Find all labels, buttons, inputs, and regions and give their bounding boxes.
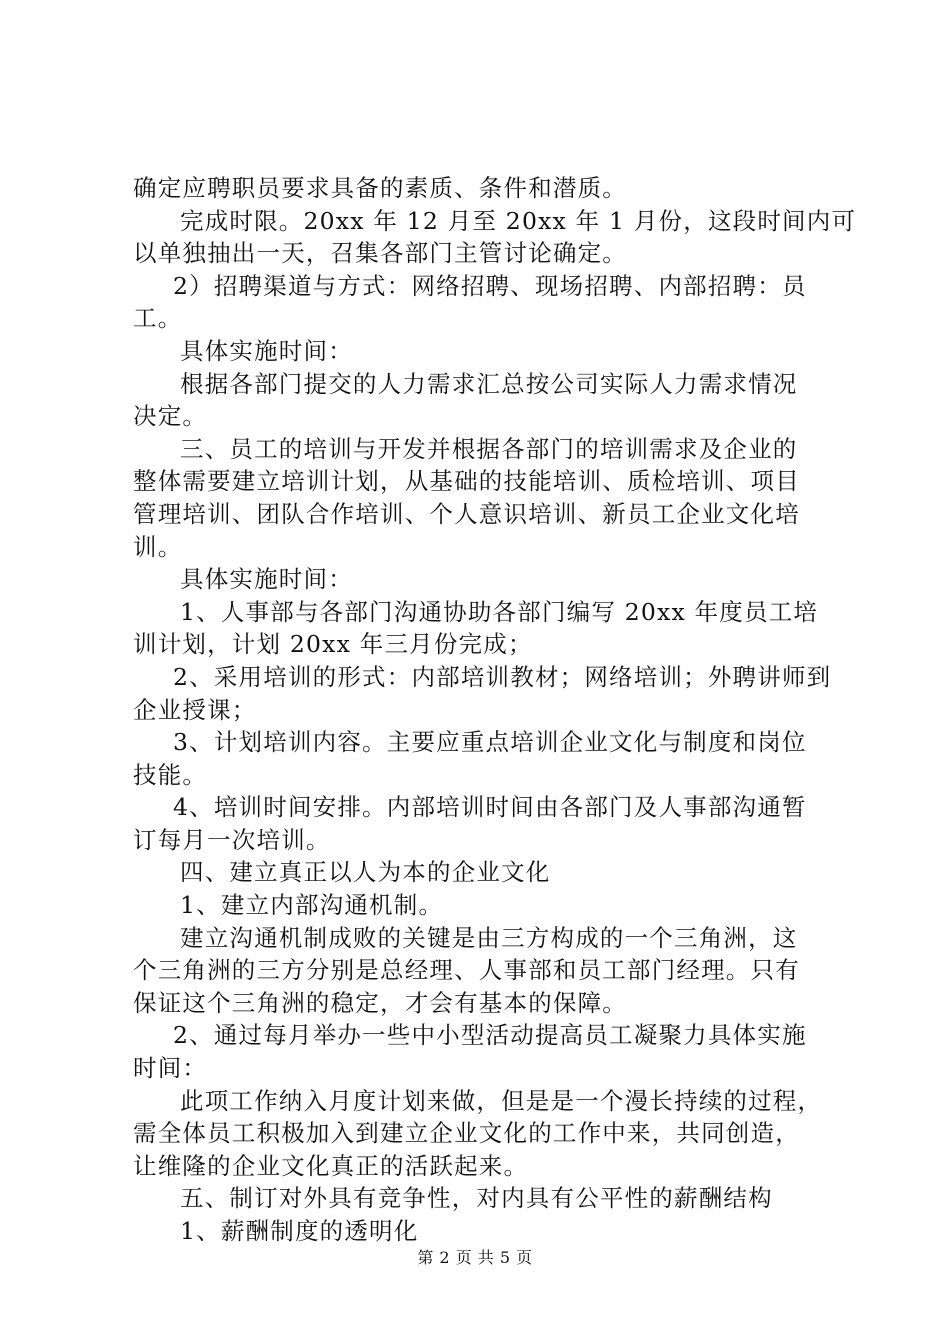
body-line: 2、采用培训的形式：内部培训教材；网络培训；外聘讲师到 xyxy=(173,662,832,691)
body-line: 具体实施时间： xyxy=(180,565,353,594)
document-body xyxy=(133,172,857,1248)
body-line: 管理培训、团队合作培训、个人意识培训、新员工企业文化培 xyxy=(133,499,800,528)
body-line: 三、员工的培训与开发并根据各部门的培训需求及企业的 xyxy=(180,434,798,463)
body-line: 以单独抽出一天，召集各部门主管讨论确定。 xyxy=(133,239,627,268)
body-line: 决定。 xyxy=(133,402,208,431)
body-line: 完成时限。20xx 年 12 月至 20xx 年 1 月份，这段时间内可 xyxy=(180,206,857,235)
body-line: 训计划，计划 20xx 年三月份完成； xyxy=(133,630,533,659)
body-line: 确定应聘职员要求具备的素质、条件和潜质。 xyxy=(133,174,627,202)
body-line: 企业授课； xyxy=(133,695,257,724)
body-line: 具体实施时间： xyxy=(180,336,353,365)
body-line: 让维隆的企业文化真正的活跃起来。 xyxy=(133,1151,529,1180)
body-line: 2）招聘渠道与方式：网络招聘、现场招聘、内部招聘：员 xyxy=(173,271,807,300)
body-line: 技能。 xyxy=(133,760,208,789)
body-line: 1、人事部与各部门沟通协助各部门编写 20xx 年度员工培 xyxy=(180,597,819,626)
body-line: 1、薪酬制度的透明化 xyxy=(180,1217,419,1245)
body-line: 工。 xyxy=(133,304,183,333)
body-line: 五、制订对外具有竞争性，对内具有公平性的薪酬结构 xyxy=(180,1184,773,1213)
body-line: 2、通过每月举办一些中小型活动提高员工凝聚力具体实施 xyxy=(173,1021,807,1050)
page-number-footer: 第 2 页 共 5 页 xyxy=(417,1248,533,1267)
body-line: 4、培训时间安排。内部培训时间由各部门及人事部沟通暂 xyxy=(173,793,807,822)
body-line: 时间： xyxy=(133,1054,208,1083)
body-line: 根据各部门提交的人力需求汇总按公司实际人力需求情况 xyxy=(180,369,798,398)
body-line: 保证这个三角洲的稳定，才会有基本的保障。 xyxy=(133,988,627,1017)
body-line: 训。 xyxy=(133,532,183,561)
body-line: 3、计划培训内容。主要应重点培训企业文化与制度和岗位 xyxy=(173,728,807,757)
body-line: 四、建立真正以人为本的企业文化 xyxy=(180,858,551,887)
body-line: 订每月一次培训。 xyxy=(133,825,331,854)
body-line: 此项工作纳入月度计划来做，但是是一个漫长持续的过程， xyxy=(180,1086,823,1115)
body-line: 需全体员工积极加入到建立企业文化的工作中来，共同创造， xyxy=(133,1119,800,1148)
body-line: 整体需要建立培训计划，从基础的技能培训、质检培训、项目 xyxy=(133,467,800,496)
body-line: 个三角洲的三方分别是总经理、人事部和员工部门经理。只有 xyxy=(133,956,800,985)
body-line: 1、建立内部沟通机制。 xyxy=(180,891,444,920)
body-line: 建立沟通机制成败的关键是由三方构成的一个三角洲，这 xyxy=(180,923,798,952)
